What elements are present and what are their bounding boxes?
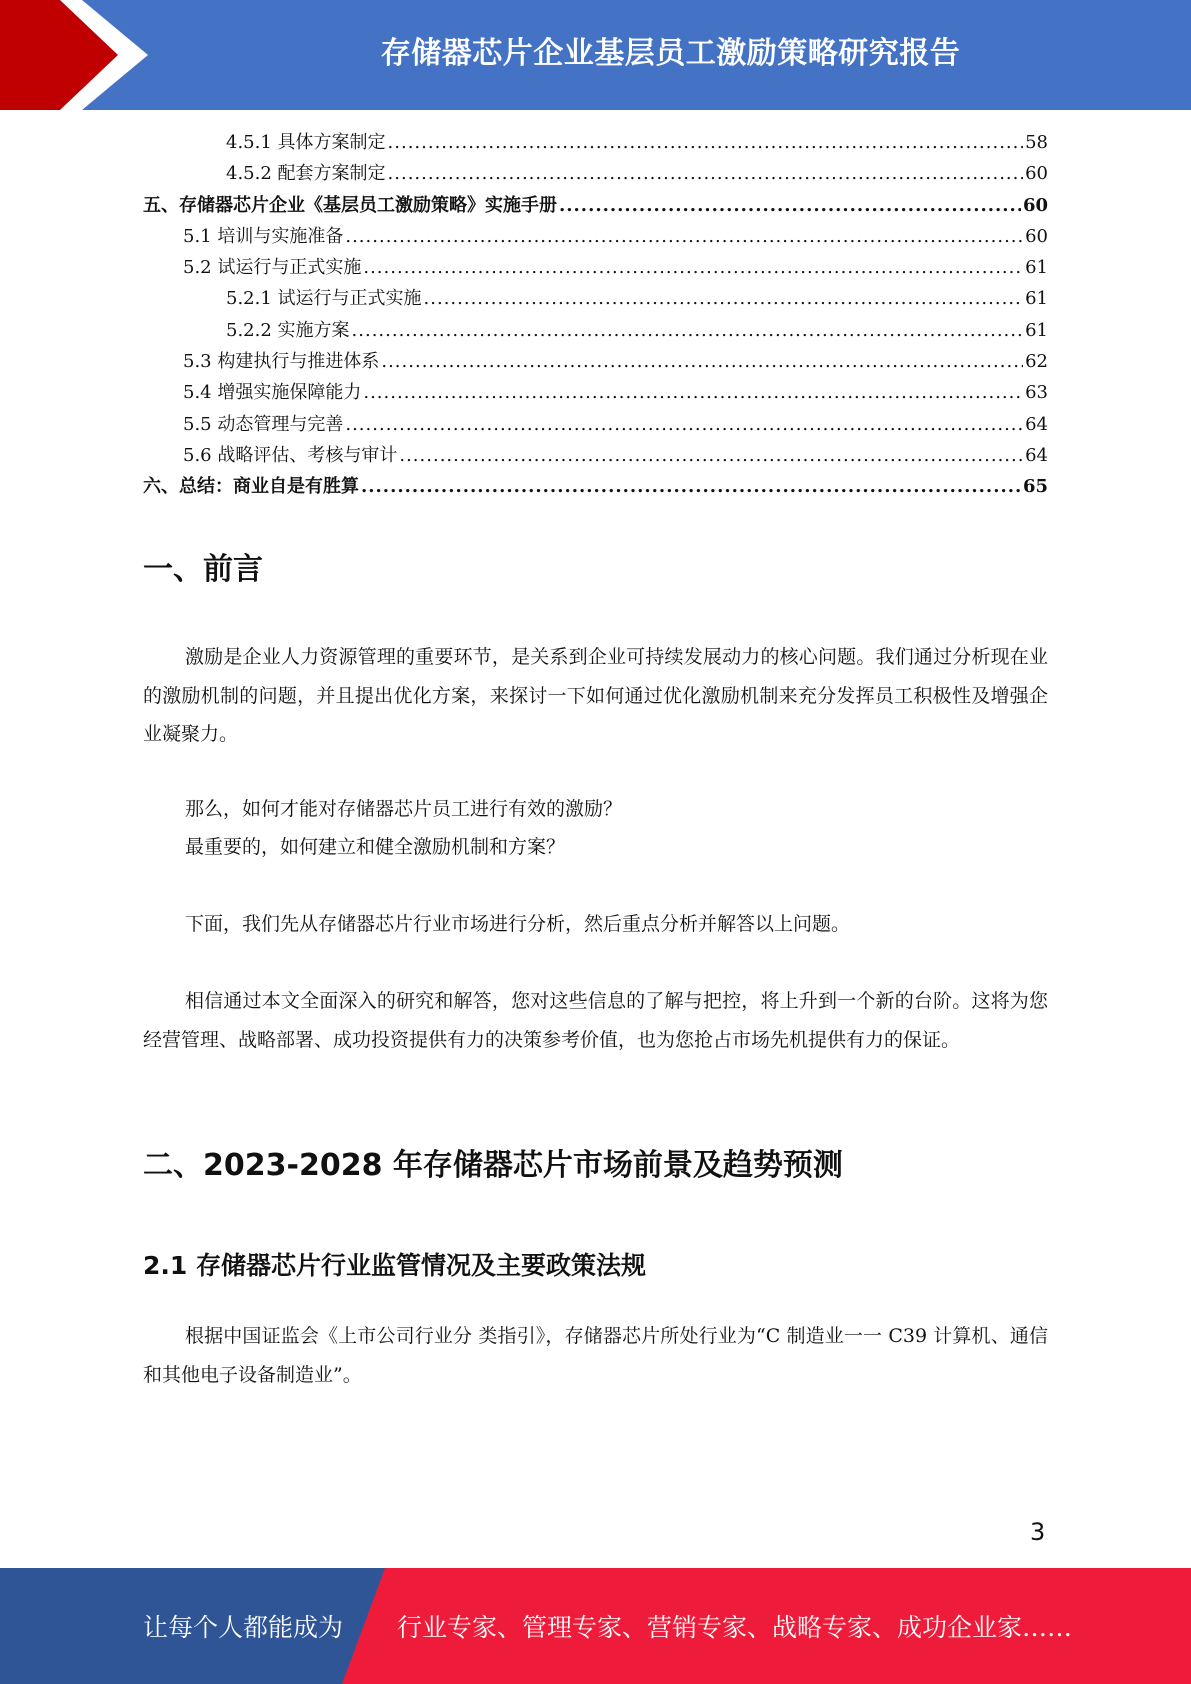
toc-dot-leader [345,221,1023,252]
toc-entry-title: 5.6 战略评估、考核与审计 [183,444,398,466]
toc-dot-leader [352,315,1024,346]
toc-entry-title: 4.5.1 具体方案制定 [226,132,386,153]
toc-entry-page: 64 [1025,444,1048,466]
toc-entry-page: 60 [1022,194,1048,216]
toc-entry-title: 5.2.2 实施方案 [226,319,350,341]
toc-entry-page: 60 [1025,163,1048,185]
toc-entry-page: 61 [1025,257,1048,279]
toc-dot-leader [388,158,1024,189]
toc-entry[interactable] [143,158,1048,189]
toc-dot-leader [388,127,1024,158]
toc-entry[interactable] [143,190,1048,221]
toc-dot-leader [345,409,1023,440]
regulation-paragraph-1: 根据中国证监会《上市公司行业分 类指引》，存储器芯片所处行业为“C 制造业一一 C39 计算机、通信和其他电子设备制造业”。 [143,1325,1048,1386]
toc-entry-title: 4.5.2 配套方案制定 [226,163,386,185]
toc-entry-title: 5.5 动态管理与完善 [183,413,344,435]
toc-dot-leader [424,283,1024,314]
toc-entry[interactable] [143,471,1048,502]
header-red-arrow [0,0,160,110]
table-of-contents [143,127,1048,503]
toc-entry-page: 61 [1025,319,1048,341]
toc-dot-leader [381,346,1023,377]
subsection-heading-regulation: 2.1 存储器芯片行业监管情况及主要政策法规 [143,1251,646,1280]
footer-slogan-right: 行业专家、管理专家、营销专家、战略专家、成功企业家…… [397,1613,1073,1642]
toc-entry-page: 58 [1025,132,1048,153]
toc-entry-title: 5.1 培训与实施准备 [183,225,344,247]
toc-entry[interactable] [143,252,1048,283]
toc-dot-leader [399,440,1023,471]
toc-entry[interactable] [143,409,1048,440]
section-heading-preface: 一、前言 [143,552,263,587]
toc-entry-title: 六、总结：商业自是有胜算 [143,476,359,498]
header-title: 存储器芯片企业基层员工激励策略研究报告 [380,36,961,71]
toc-entry-title: 5.3 构建执行与推进体系 [183,351,380,373]
toc-dot-leader [363,252,1023,283]
preface-paragraph-1: 激励是企业人力资源管理的重要环节，是关系到企业可持续发展动力的核心问题。我们通过分析现在业的激励机制的问题，并且提出优化方案，来探讨一下如何通过优化激励机制来充分发挥员工积极性及增强企业凝聚力。 [143,646,1048,745]
page-footer [0,1568,1191,1684]
toc-entry[interactable] [143,315,1048,346]
toc-dot-leader [361,471,1021,502]
toc-entry-page: 65 [1022,476,1048,498]
preface-paragraph-2: 下面，我们先从存储器芯片行业市场进行分析，然后重点分析并解答以上问题。 [185,913,851,935]
toc-entry[interactable] [143,377,1048,408]
toc-dot-leader [559,190,1021,221]
toc-entry-title: 5.2.1 试运行与正式实施 [226,288,422,310]
toc-entry[interactable] [143,346,1048,377]
toc-entry-page: 62 [1025,351,1048,373]
toc-entry[interactable] [143,127,1048,158]
preface-paragraph-3: 相信通过本文全面深入的研究和解答，您对这些信息的了解与把控，将上升到一个新的台阶。这将为您经营管理、战略部署、成功投资提供有力的决策参考价值，也为您抢占市场先机提供有力的保证。 [143,990,1048,1051]
toc-entry-page: 64 [1025,413,1048,435]
toc-dot-leader [363,377,1023,408]
footer-slogan-left: 让每个人都能成为 [143,1613,344,1642]
toc-entry[interactable] [143,283,1048,314]
toc-entry[interactable] [143,221,1048,252]
toc-entry-title: 5.4 增强实施保障能力 [183,382,362,404]
toc-entry-page: 60 [1025,225,1048,247]
toc-entry-title: 五、存储器芯片企业《基层员工激励策略》实施手册 [143,194,557,216]
preface-question-2: 最重要的，如何建立和健全激励机制和方案？ [185,836,566,858]
preface-question-1: 那么，如何才能对存储器芯片员工进行有效的激励？ [185,798,623,820]
section-heading-market-forecast: 二、2023-2028 年存储器芯片市场前景及趋势预测 [143,1148,843,1183]
toc-entry-page: 61 [1025,288,1048,310]
toc-entry-title: 5.2 试运行与正式实施 [183,257,362,279]
toc-entry-page: 63 [1025,382,1048,404]
page-header [0,0,1191,110]
toc-entry[interactable] [143,440,1048,471]
page-number: 3 [1030,1518,1046,1546]
